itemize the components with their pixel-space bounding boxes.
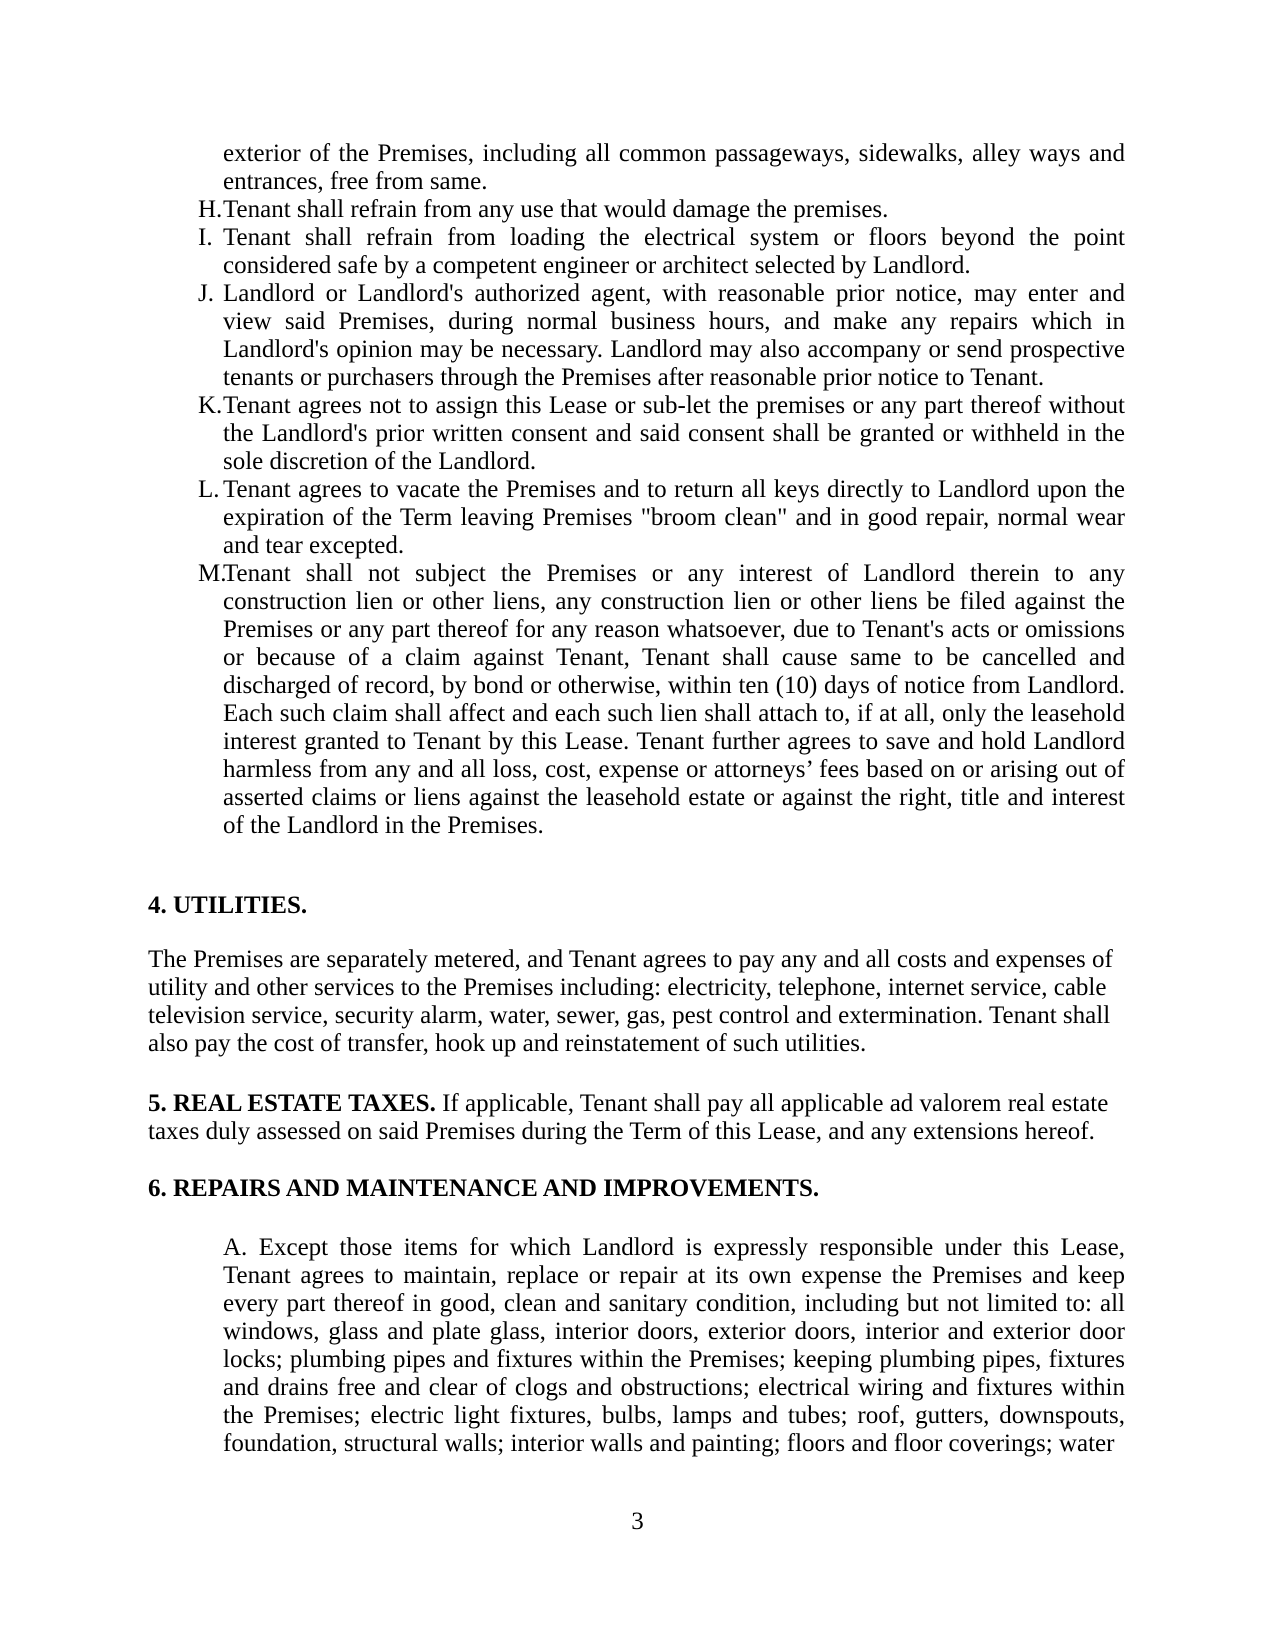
list-item	[148, 224, 1125, 280]
section-5-paragraph	[148, 1090, 1125, 1146]
list-item	[148, 196, 1125, 224]
list-item	[148, 476, 1125, 560]
list-item-label: K.	[198, 392, 223, 419]
list-item-label: I.	[198, 224, 213, 251]
list-item-label: H.	[198, 196, 223, 223]
list-item	[148, 560, 1125, 840]
list-item-text: Landlord or Landlord's authorized agent, with reasonable prior notice, may enter and view said Premises, during normal business hours, and make any repairs which in Landlord's opinion may be necessary. Landlord may also accompany or send prospective tenants or purchasers through the Premises after reasonable prior notice to Tenant.	[223, 280, 1125, 391]
section-5-body: If applicable, Tenant shall pay all applicable ad valorem real estate taxes duly assessed on said Premises during the Term of this Lease, and any extensions hereof.	[148, 1090, 1109, 1145]
list-item-text: Tenant shall refrain from any use that would damage the premises.	[223, 196, 889, 223]
list-item	[148, 392, 1125, 476]
section-6-heading: 6. REPAIRS AND MAINTENANCE AND IMPROVEMENTS.	[148, 1175, 820, 1202]
section-5-heading: 5. REAL ESTATE TAXES.	[148, 1090, 436, 1117]
section-4-heading: 4. UTILITIES.	[148, 892, 308, 919]
list-item-label: L.	[198, 476, 220, 503]
list-item-label: M.	[198, 560, 227, 587]
list-item-text: Tenant shall not subject the Premises or any interest of Landlord therein to any construction lien or other liens, any construction lien or other liens be filed against the Premises or any part thereof for any reason whatsoever, due to Tenant's acts or omissions or because of a claim against Tenant, Tenant shall cause same to be cancelled and discharged of record, by bond or otherwise, within ten (10) days of notice from Landlord. Each such claim shall affect and each such lien shall attach to, if at all, only the leasehold interest granted to Tenant by this Lease. Tenant further agrees to save and hold Landlord harmless from any and all loss, cost, expense or attorneys’ fees based on or arising out of asserted claims or liens against the leasehold estate or against the right, title and interest of the Landlord in the Premises.	[223, 560, 1125, 839]
list-item-text: Tenant agrees to vacate the Premises and to return all keys directly to Landlord upon the expiration of the Term leaving Premises "broom clean" and in good repair, normal wear and tear excepted.	[223, 476, 1125, 559]
lettered-list	[148, 196, 1125, 840]
page-content	[148, 140, 1125, 1458]
section-4-body: The Premises are separately metered, and Tenant agrees to pay any and all costs and expenses of utility and other services to the Premises including: electricity, telephone, internet service, cable television service, security alarm, water, sewer, gas, pest control and extermination. Tenant shall also pay the cost of transfer, hook up and reinstatement of such utilities.	[148, 946, 1113, 1057]
section-6-paragraph-a: A. Except those items for which Landlord is expressly responsible under this Lease, Tenant agrees to maintain, replace or repair at its own expense the Premises and keep every part thereof in good, clean and sanitary condition, including but not limited to: all windows, glass and plate glass, interior doors, exterior doors, interior and exterior door locks; plumbing pipes and fixtures within the Premises; keeping plumbing pipes, fixtures and drains free and clear of clogs and obstructions; electrical wiring and fixtures within the Premises; electric light fixtures, bulbs, lamps and tubes; roof, gutters, downspouts, foundation, structural walls; interior walls and painting; floors and floor coverings; water	[223, 1234, 1125, 1457]
continuation-paragraph: exterior of the Premises, including all common passageways, sidewalks, alley ways and entrances, free from same.	[223, 140, 1125, 195]
page-number: 3	[631, 1508, 644, 1535]
list-item-text: Tenant shall refrain from loading the electrical system or floors beyond the point considered safe by a competent engineer or architect selected by Landlord.	[223, 224, 1125, 279]
list-item	[148, 280, 1125, 392]
list-item-text: Tenant agrees not to assign this Lease or sub-let the premises or any part thereof without the Landlord's prior written consent and said consent shall be granted or withheld in the sole discretion of the Landlord.	[223, 392, 1125, 475]
list-item-label: J.	[198, 280, 214, 307]
